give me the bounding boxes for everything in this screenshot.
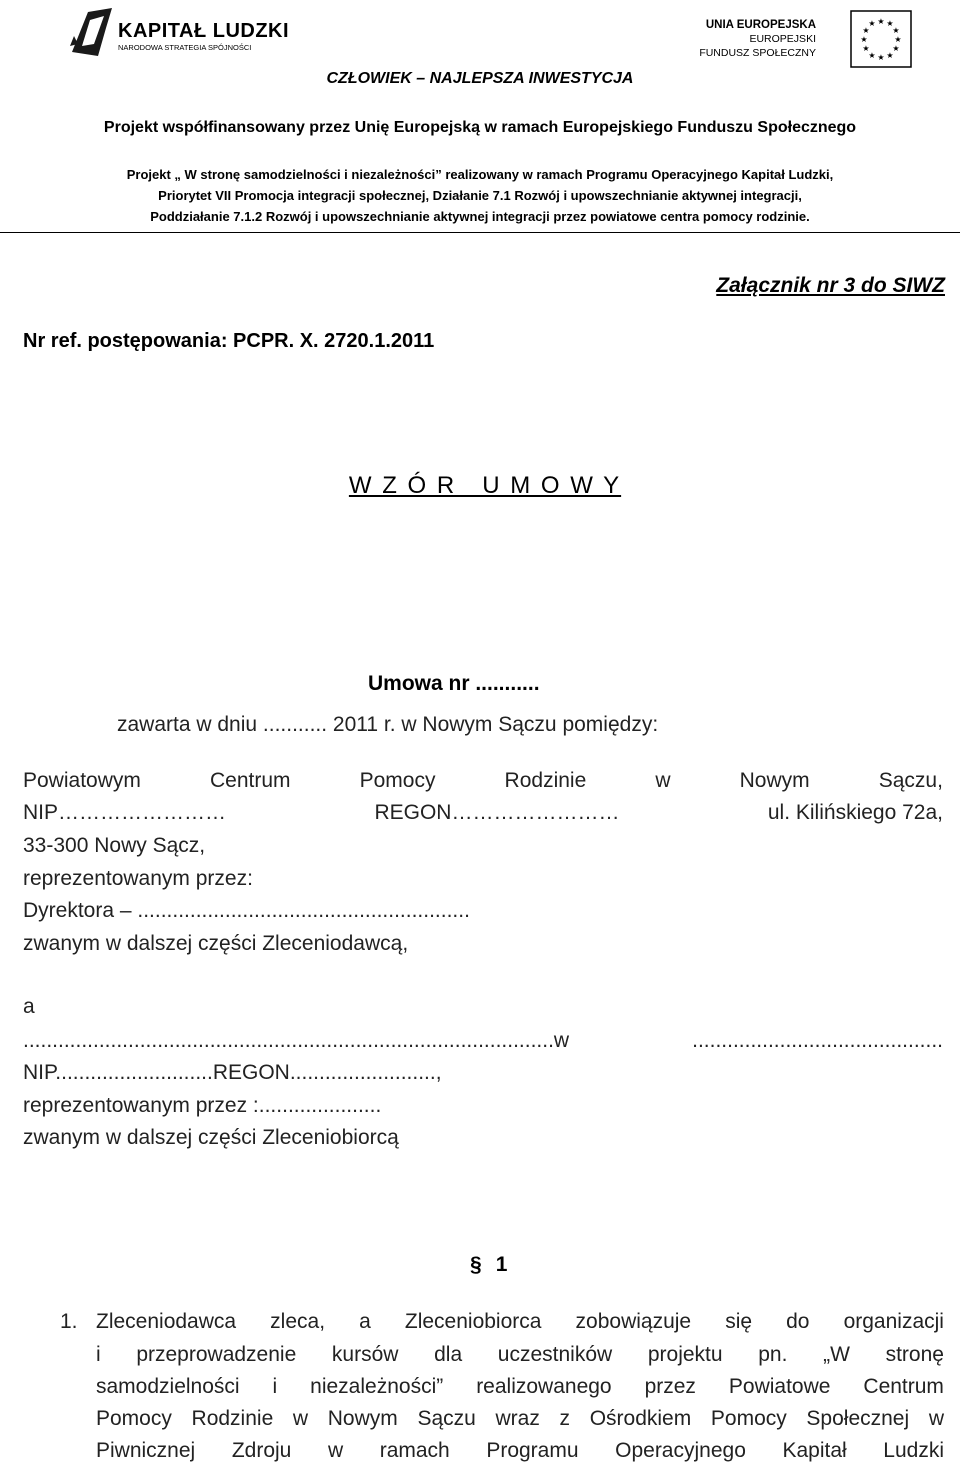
word: i	[96, 1343, 101, 1366]
svg-text:★: ★	[886, 51, 894, 60]
paragraph-line	[96, 1310, 944, 1334]
svg-text:★: ★	[886, 19, 894, 28]
paragraph-line	[96, 1375, 944, 1399]
eu-flag-icon	[850, 10, 912, 68]
eu-logo-line2: EUROPEJSKI	[749, 33, 816, 45]
party1-regon: REGON……………………	[374, 801, 620, 824]
party2-represented: reprezentowanym przez :.....................	[23, 1094, 382, 1117]
party1-name-word: Sączu,	[878, 769, 943, 792]
party1-ids	[23, 801, 943, 825]
word: i	[272, 1375, 278, 1398]
party1-name	[23, 769, 943, 793]
word: Piwnicznej	[96, 1439, 196, 1462]
word: Nowym	[327, 1407, 398, 1430]
word: Zleceniodawca	[96, 1310, 237, 1333]
contract-concluded-line: zawarta w dniu ........... 2011 r. w Nowym Sączu pomiędzy:	[117, 713, 659, 736]
word: Ośrodkiem	[589, 1407, 692, 1430]
word: kursów	[331, 1343, 399, 1366]
word: w	[928, 1407, 944, 1430]
svg-text:★: ★	[877, 53, 885, 62]
word: Rodzinie	[191, 1407, 274, 1430]
party1-nip: NIP……………………	[23, 801, 227, 824]
party2-called: zwanym w dalszej części Zleceniobiorcą	[23, 1126, 399, 1149]
word: realizowanego	[476, 1375, 612, 1398]
eu-logo	[700, 10, 912, 70]
word: Zleceniobiorca	[404, 1310, 542, 1333]
svg-text:★: ★	[862, 44, 870, 53]
word: Sączu	[417, 1407, 476, 1430]
word: zleca,	[270, 1310, 326, 1333]
paragraph-number: 1.	[60, 1310, 78, 1333]
word: przez	[644, 1375, 696, 1398]
paragraph-line	[96, 1343, 944, 1367]
header-cofinancing: Projekt współfinansowany przez Unię Europejską w ramach Europejskiego Funduszu Społecznego	[103, 119, 857, 136]
word: dla	[434, 1343, 463, 1366]
party1-name-word: Rodzinie	[504, 769, 587, 792]
header-slogan: CZŁOWIEK – NAJLEPSZA INWESTYCJA	[326, 70, 634, 87]
svg-text:★: ★	[892, 44, 900, 53]
section-number: 1	[495, 1253, 508, 1276]
svg-text:★: ★	[868, 51, 876, 60]
word: Pomocy	[96, 1407, 172, 1430]
party2-nip-regon: NIP...........................REGON.........................,	[23, 1061, 442, 1084]
party1-director: Dyrektora – .........................................................	[23, 899, 470, 922]
party1-name-word: Pomocy	[359, 769, 436, 792]
svg-text:★: ★	[860, 35, 868, 44]
paragraph-line	[96, 1439, 944, 1463]
header-project-line-1: Projekt „ W stronę samodzielności i niezależności” realizowany w ramach Programu Operacyjnego Kapitał Ludzki,	[126, 167, 834, 182]
party1-name-word: Centrum	[209, 769, 291, 792]
party1-name-word: w	[655, 769, 671, 792]
party1-called: zwanym w dalszej części Zleceniodawcą,	[23, 932, 409, 955]
party2-name-line	[23, 1029, 943, 1053]
section-heading	[470, 1253, 507, 1277]
word: z	[559, 1407, 571, 1430]
attachment-label: Załącznik nr 3 do SIWZ	[716, 274, 945, 297]
header-logos	[0, 0, 960, 80]
party2-location-dots: ...........................................	[692, 1029, 943, 1052]
party2-conjunction: a	[23, 995, 35, 1018]
party1-address: 33-300 Nowy Sącz,	[23, 834, 206, 857]
eu-logo-line3: FUNDUSZ SPOŁECZNY	[699, 47, 816, 59]
word: projektu	[647, 1343, 723, 1366]
svg-text:★: ★	[877, 17, 885, 26]
svg-text:★: ★	[862, 26, 870, 35]
reference-number: Nr ref. postępowania: PCPR. X. 2720.1.2011	[23, 330, 435, 352]
word: Powiatowe	[728, 1375, 831, 1398]
eu-logo-text	[699, 18, 816, 60]
word: Zdroju	[231, 1439, 292, 1462]
word: wraz	[495, 1407, 540, 1430]
party2-name-dots: ...........................................................................................w	[23, 1029, 570, 1052]
word: Operacyjnego	[615, 1439, 746, 1462]
section-symbol: §	[470, 1253, 482, 1276]
word: organizacji	[843, 1310, 944, 1333]
party1-street: ul. Kilińskiego 72a,	[767, 801, 943, 824]
eu-logo-line1: UNIA EUROPEJSKA	[705, 19, 816, 31]
word: do	[786, 1310, 810, 1333]
word: przeprowadzenie	[136, 1343, 297, 1366]
word: Kapitał	[782, 1439, 847, 1462]
word: Centrum	[863, 1375, 944, 1398]
kapital-ludzki-emblem-icon	[68, 6, 114, 58]
kapital-ludzki-title: KAPITAŁ LUDZKI	[118, 20, 290, 42]
word: w	[292, 1407, 309, 1430]
contract-number: Umowa nr ...........	[368, 672, 540, 695]
word: w	[327, 1439, 344, 1462]
svg-text:★: ★	[894, 35, 902, 44]
word: się	[725, 1310, 753, 1333]
word: zobowiązuje	[575, 1310, 692, 1333]
word: pn.	[758, 1343, 788, 1366]
party1-name-word: Powiatowym	[23, 769, 141, 792]
paragraph-line	[96, 1407, 944, 1431]
word: stronę	[885, 1343, 944, 1366]
word: samodzielności	[96, 1375, 240, 1398]
word: Programu	[486, 1439, 579, 1462]
party1-represented: reprezentowanym przez:	[23, 867, 253, 890]
word: Pomocy	[710, 1407, 787, 1430]
word: niezależności”	[310, 1375, 444, 1398]
word: ramach	[379, 1439, 450, 1462]
kapital-ludzki-subtitle: NARODOWA STRATEGIA SPÓJNOŚCI	[118, 43, 252, 52]
header-project-line-2: Priorytet VII Promocja integracji społecznej, Działanie 7.1 Rozwój i upowszechnianie aktywnej integracji,	[158, 188, 802, 203]
document-title: W Z Ó R U M O W Y	[348, 472, 622, 499]
word: uczestników	[497, 1343, 613, 1366]
svg-text:★: ★	[868, 19, 876, 28]
party1-name-word: Nowym	[739, 769, 810, 792]
header-project-line-3: Poddziałanie 7.1.2 Rozwój i upowszechnianie aktywnej integracji przez powiatowe centra pomocy rodzinie.	[150, 209, 810, 224]
word: a	[359, 1310, 371, 1333]
word: Społecznej	[806, 1407, 910, 1430]
svg-text:★: ★	[892, 26, 900, 35]
kapital-ludzki-logo	[68, 6, 298, 58]
word: Ludzki	[883, 1439, 944, 1462]
header-divider	[0, 232, 960, 233]
word: „W	[823, 1343, 850, 1366]
